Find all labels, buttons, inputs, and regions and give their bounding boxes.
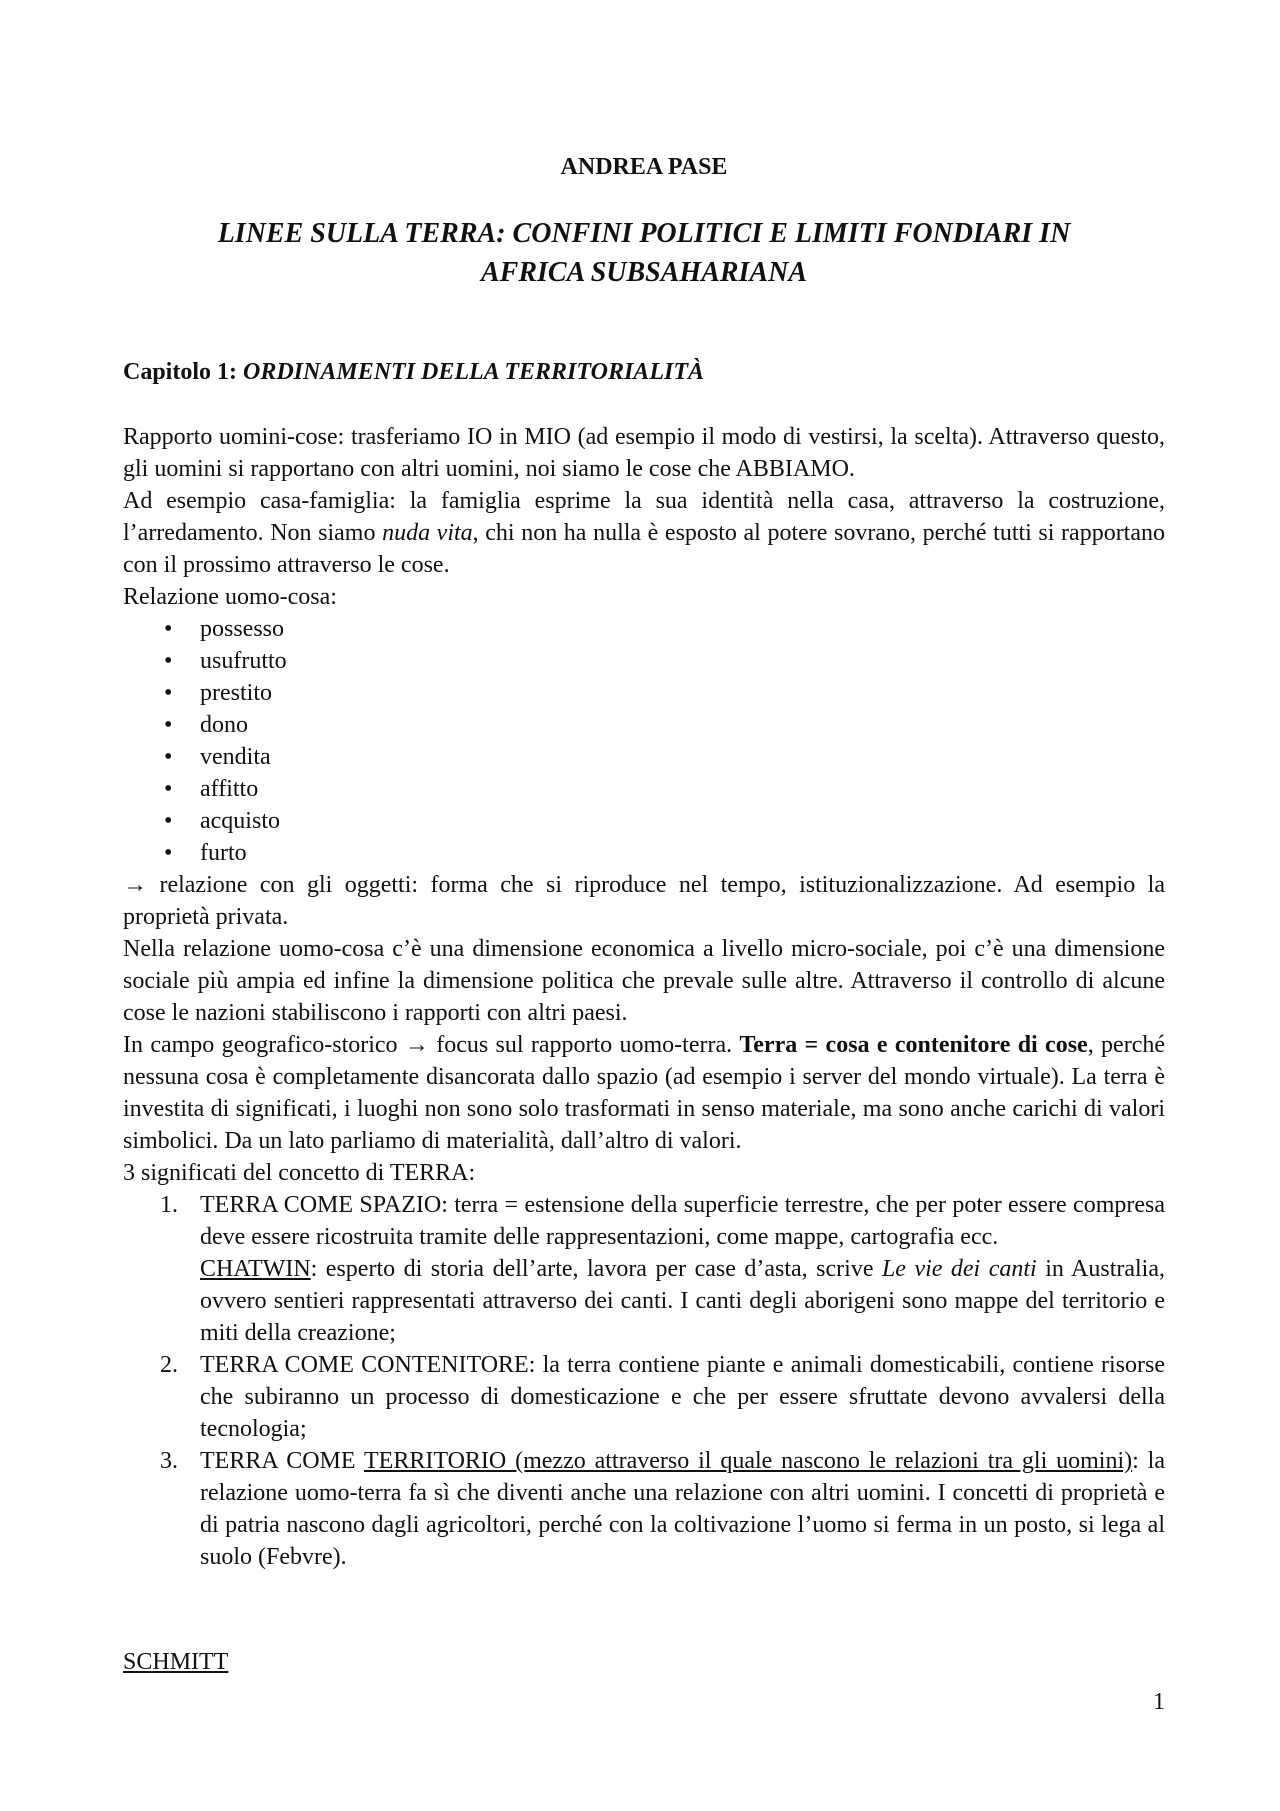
paragraph-1: Rapporto uomini-cose: trasferiamo IO in MIO (ad esempio il modo di vestirsi, la scelta). Attraverso questo, gli uomini si rapportano con altri uomini, noi siamo le cose che ABBIAMO. xyxy=(123,424,1165,482)
list-item-label: acquisto xyxy=(200,808,280,834)
chapter-heading xyxy=(123,356,704,388)
document-body xyxy=(123,421,1165,1573)
paragraph-2-italic: nuda vita xyxy=(382,520,473,546)
chatwin-link-text: CHATWIN xyxy=(200,1256,311,1282)
list-item xyxy=(123,1445,1165,1573)
title-line-1: LINEE SULLA TERRA: CONFINI POLITICI E LIMITI FONDIARI IN xyxy=(217,218,1071,249)
list-item-text xyxy=(200,1445,1165,1573)
list-item-subtext xyxy=(200,1253,1165,1349)
list-item xyxy=(164,645,1165,677)
relation-list xyxy=(123,613,1165,869)
paragraph-5: Nella relazione uomo-cosa c’è una dimensione economica a livello micro-sociale, poi c’è una dimensione sociale più ampia ed infine la dimensione politica che prevale sulle altre. Attraverso il controllo di alcune cose le nazioni stabiliscono i rapporti con altri paesi. xyxy=(123,936,1165,1026)
list-item-label: affitto xyxy=(200,776,259,802)
list-item xyxy=(123,1189,1165,1349)
list-item xyxy=(123,1349,1165,1445)
paragraph-6-text-b: , perché nessuna cosa è completamente disancorata dallo spazio (ad esempio i server del mondo virtuale). La terra è investita di significati, i luoghi non sono solo trasformati in senso materiale, ma sono anche carichi di valori simbolici. Da un lato parliamo di materialità, dall’altro di valori. xyxy=(123,1032,1165,1154)
list-item xyxy=(164,709,1165,741)
bullet-icon: • xyxy=(164,808,173,834)
bullet-icon: • xyxy=(164,840,173,866)
list-item-text: TERRA COME SPAZIO: terra = estensione della superficie terrestre, che per poter essere compresa deve essere ricostruita tramite delle rappresentazioni, come mappe, cartografia ecc. xyxy=(200,1192,1165,1250)
paragraph-4: → relazione con gli oggetti: forma che si riproduce nel tempo, istituzionalizzazione. Ad esempio la proprietà privata. xyxy=(123,872,1165,930)
paragraph-2-text-a: Ad esempio casa-famiglia: la famiglia esprime la sua identità nella casa, attraverso la costruzione, l’arredamento. Non siamo xyxy=(123,488,1165,546)
paragraph-6-text-a: In campo geografico-storico → focus sul rapporto uomo-terra. xyxy=(123,1032,740,1058)
paragraph-2-text-b: , chi non ha nulla è esposto al potere sovrano, perché tutti si rapportano con il prossimo attraverso le cose. xyxy=(123,520,1166,578)
subtext-b: in Australia, ovvero sentieri rappresentati attraverso dei canti. I canti degli aborigeni sono mappe del territorio e miti della creazione; xyxy=(200,1256,1165,1346)
terra-meanings-list xyxy=(123,1189,1165,1573)
paragraph-2 xyxy=(123,485,1165,581)
paragraph-7: 3 significati del concetto di TERRA: xyxy=(123,1160,476,1186)
bullet-icon: • xyxy=(164,744,173,770)
list-number: 3. xyxy=(160,1448,178,1474)
list-item-label: possesso xyxy=(200,616,285,642)
book-title: Le vie dei canti xyxy=(881,1256,1037,1282)
list-number: 1. xyxy=(160,1192,178,1218)
list-item-text: TERRA COME CONTENITORE: la terra contiene piante e animali domesticabili, contiene risorse che subiranno un processo di domesticazione e che per essere sfruttate devono avvalersi della tecnologia; xyxy=(200,1352,1165,1442)
item-3-text-b: : la relazione uomo-terra fa sì che diventi anche una relazione con altri uomini. I concetti di proprietà e di patria nascono dagli agricoltori, perché con la coltivazione l’uomo si ferma in un posto, si lega al suolo (Febvre). xyxy=(200,1448,1166,1570)
list-item-label: furto xyxy=(200,840,247,866)
list-item xyxy=(164,805,1165,837)
bullet-icon: • xyxy=(164,680,173,706)
chapter-name: ORDINAMENTI DELLA TERRITORIALITÀ xyxy=(243,359,704,385)
item-3-text-a: TERRA COME xyxy=(200,1448,365,1474)
list-item xyxy=(164,773,1165,805)
list-item-label: usufrutto xyxy=(200,648,287,674)
document-title xyxy=(123,214,1165,292)
list-item-label: prestito xyxy=(200,680,272,706)
subtext-a: : esperto di storia dell’arte, lavora per case d’asta, scrive xyxy=(310,1256,882,1282)
title-line-2: AFRICA SUBSAHARIANA xyxy=(480,257,808,288)
paragraph-6-bold: Terra = cosa e contenitore di cose xyxy=(739,1032,1088,1058)
item-3-underlined: TERRITORIO (mezzo attraverso il quale nascono le relazioni tra gli uomini) xyxy=(364,1448,1133,1474)
bullet-icon: • xyxy=(164,616,173,642)
section-heading-schmitt: SCHMITT xyxy=(123,1649,229,1675)
list-item xyxy=(164,837,1165,869)
page-number: 1 xyxy=(1153,1689,1165,1715)
list-item xyxy=(164,741,1165,773)
paragraph-6 xyxy=(123,1029,1165,1157)
author-name: ANDREA PASE xyxy=(560,154,728,180)
bullet-icon: • xyxy=(164,776,173,802)
bullet-icon: • xyxy=(164,712,173,738)
list-item-label: vendita xyxy=(200,744,271,770)
list-item xyxy=(164,677,1165,709)
list-item-label: dono xyxy=(200,712,248,738)
list-item xyxy=(164,613,1165,645)
chapter-prefix: Capitolo 1: xyxy=(123,359,243,385)
list-number: 2. xyxy=(160,1352,178,1378)
bullet-icon: • xyxy=(164,648,173,674)
paragraph-3: Relazione uomo-cosa: xyxy=(123,584,337,610)
